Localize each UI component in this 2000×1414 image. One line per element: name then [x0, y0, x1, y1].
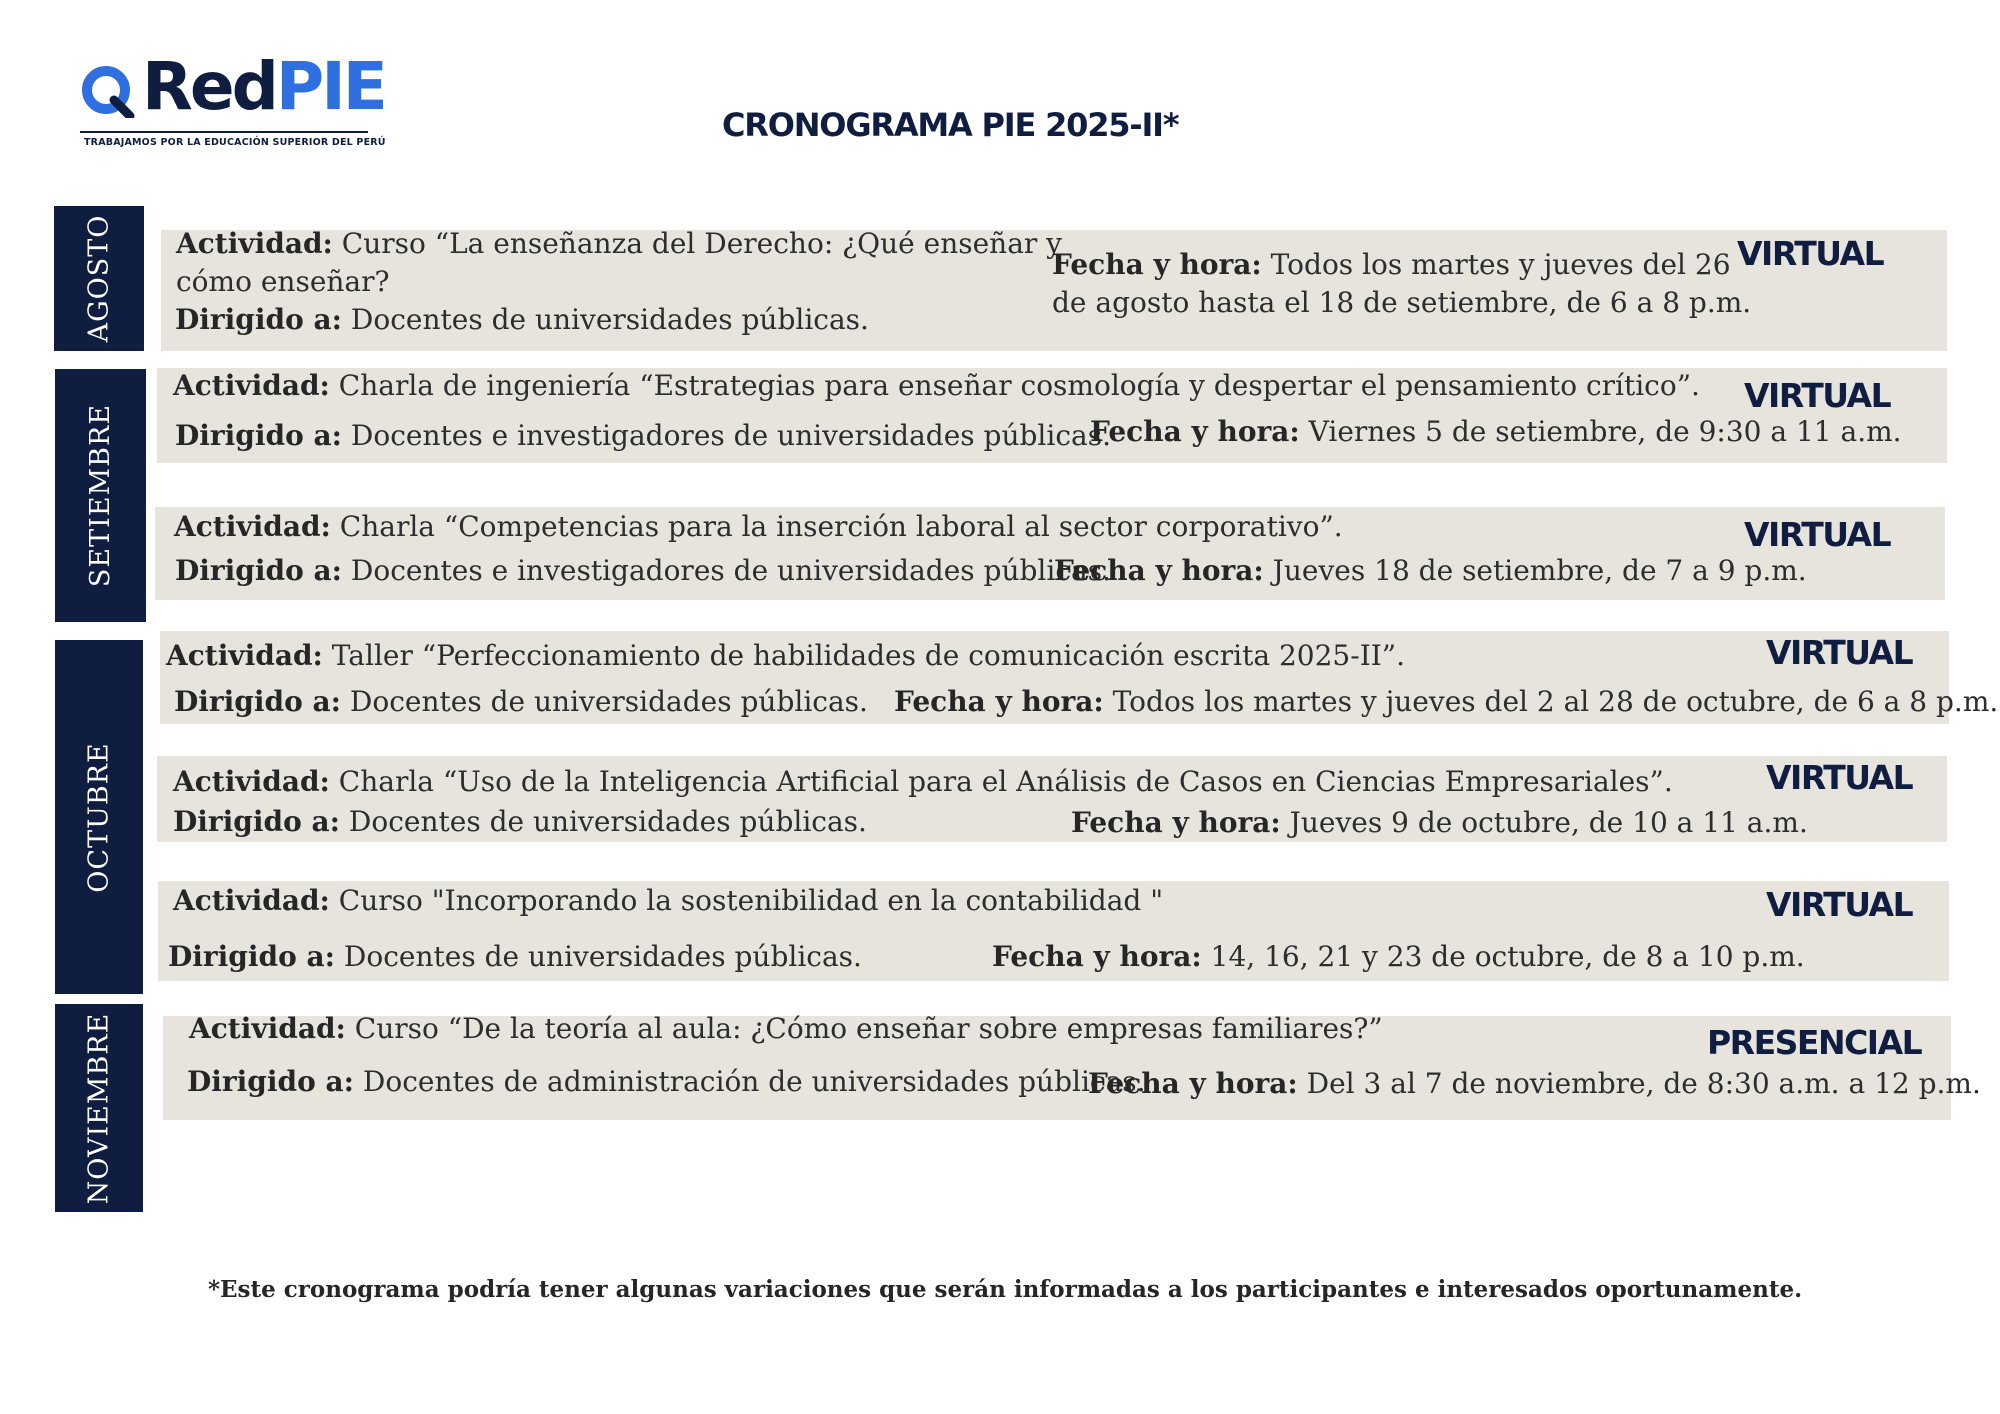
event-card — [157, 756, 1947, 842]
activity-label: Actividad: — [166, 639, 323, 672]
event-card — [155, 507, 1945, 600]
event-activity — [189, 1009, 1383, 1049]
audience-label: Dirigido a: — [175, 303, 343, 336]
event-audience — [174, 682, 868, 722]
event-mode-badge: VIRTUAL — [1766, 758, 1913, 797]
activity-text: Charla “Uso de la Inteligencia Artificial para el Análisis de Casos en Ciencias Empresariales”. — [338, 765, 1673, 798]
event-activity — [174, 507, 1343, 547]
event-audience — [173, 802, 867, 842]
datetime-label: Fecha y hora: — [1071, 806, 1281, 839]
event-activity — [173, 881, 1163, 921]
event-audience — [175, 551, 1111, 591]
event-audience — [175, 300, 869, 340]
event-datetime — [992, 937, 1805, 977]
event-datetime — [1088, 1064, 1981, 1104]
audience-text: Docentes de universidades públicas. — [349, 685, 868, 718]
audience-text: Docentes de administración de universidades públicas. — [362, 1065, 1146, 1098]
event-activity — [176, 224, 1062, 264]
audience-text: Docentes e investigadores de universidades públicas. — [350, 554, 1111, 587]
activity-label: Actividad: — [173, 884, 330, 917]
activity-label: Actividad: — [173, 765, 330, 798]
month-label: OCTUBRE — [83, 741, 115, 893]
activity-text: cómo enseñar? — [176, 265, 390, 298]
audience-text: Docentes e investigadores de universidades públicas. — [350, 419, 1111, 452]
audience-label: Dirigido a: — [174, 685, 342, 718]
event-datetime — [1090, 412, 1902, 452]
footnote: *Este cronograma podría tener algunas variaciones que serán informadas a los participantes e interesados oportunamente. — [208, 1276, 1803, 1303]
datetime-text: Todos los martes y jueves del 26 — [1270, 248, 1731, 281]
event-datetime — [1052, 245, 1731, 285]
event-mode-badge: VIRTUAL — [1737, 234, 1884, 273]
event-mode-badge: VIRTUAL — [1766, 633, 1913, 672]
datetime-text: Del 3 al 7 de noviembre, de 8:30 a.m. a 12 p.m. — [1306, 1067, 1981, 1100]
event-card — [158, 881, 1949, 981]
event-activity — [173, 762, 1673, 802]
datetime-text: Jueves 9 de octubre, de 10 a 11 a.m. — [1289, 806, 1808, 839]
event-activity — [166, 636, 1405, 676]
datetime-label: Fecha y hora: — [894, 685, 1104, 718]
activity-text: Charla “Competencias para la inserción laboral al sector corporativo”. — [339, 510, 1343, 543]
datetime-label: Fecha y hora: — [1052, 248, 1262, 281]
month-setiembre — [55, 369, 146, 622]
month-octubre — [55, 640, 143, 994]
activity-label: Actividad: — [176, 227, 333, 260]
datetime-text: de agosto hasta el 18 de setiembre, de 6 a 8 p.m. — [1052, 286, 1752, 319]
event-mode-badge: VIRTUAL — [1766, 885, 1913, 924]
month-label: NOVIEMBRE — [83, 1012, 115, 1204]
month-noviembre — [55, 1004, 143, 1212]
audience-text: Docentes de universidades públicas. — [343, 940, 862, 973]
event-datetime-cont — [1052, 283, 1751, 323]
month-agosto — [54, 206, 144, 351]
event-card — [161, 227, 1947, 351]
event-mode-badge: VIRTUAL — [1744, 515, 1891, 554]
month-label: AGOSTO — [83, 214, 115, 343]
activity-label: Actividad: — [173, 369, 330, 402]
event-audience — [187, 1062, 1146, 1102]
redpie-logo — [80, 48, 386, 148]
month-label: SETIEMBRE — [85, 403, 116, 588]
activity-text: Curso “La enseñanza del Derecho: ¿Qué enseñar y — [341, 227, 1062, 260]
logo-wordmark — [142, 48, 385, 125]
event-card — [163, 1012, 1981, 1120]
datetime-text: 14, 16, 21 y 23 de octubre, de 8 a 10 p.m. — [1210, 940, 1805, 973]
activity-label: Actividad: — [174, 510, 331, 543]
activity-text: Taller “Perfeccionamiento de habilidades de comunicación escrita 2025-II”. — [331, 639, 1406, 672]
event-datetime — [1071, 803, 1808, 843]
event-activity — [173, 366, 1700, 406]
logo-word-pie: PIE — [275, 48, 385, 125]
activity-text: Curso “De la teoría al aula: ¿Cómo enseñar sobre empresas familiares?” — [354, 1012, 1383, 1045]
datetime-label: Fecha y hora: — [1088, 1067, 1298, 1100]
event-audience — [168, 937, 862, 977]
datetime-label: Fecha y hora: — [1090, 415, 1300, 448]
event-mode-badge: VIRTUAL — [1744, 376, 1891, 415]
datetime-text: Viernes 5 de setiembre, de 9:30 a 11 a.m. — [1308, 415, 1902, 448]
page-title: CRONOGRAMA PIE 2025-II* — [722, 106, 1179, 144]
event-datetime — [894, 682, 1998, 722]
datetime-text: Todos los martes y jueves del 2 al 28 de octubre, de 6 a 8 p.m. — [1112, 685, 1999, 718]
logo-word-red: Red — [142, 48, 276, 125]
activity-text: Charla de ingeniería “Estrategias para enseñar cosmología y despertar el pensamiento crítico”. — [338, 369, 1700, 402]
audience-text: Docentes de universidades públicas. — [348, 805, 867, 838]
audience-label: Dirigido a: — [168, 940, 336, 973]
logo-ring-icon — [80, 62, 136, 118]
event-mode-badge: PRESENCIAL — [1707, 1023, 1922, 1062]
activity-label: Actividad: — [189, 1012, 346, 1045]
event-card — [160, 631, 1999, 724]
audience-label: Dirigido a: — [175, 419, 343, 452]
event-card — [157, 368, 1947, 463]
event-activity-cont — [176, 262, 390, 302]
datetime-label: Fecha y hora: — [992, 940, 1202, 973]
audience-text: Docentes de universidades públicas. — [350, 303, 869, 336]
activity-text: Curso "Incorporando la sostenibilidad en la contabilidad " — [338, 884, 1164, 917]
audience-label: Dirigido a: — [187, 1065, 355, 1098]
logo-divider — [80, 131, 368, 133]
audience-label: Dirigido a: — [173, 805, 341, 838]
audience-label: Dirigido a: — [175, 554, 343, 587]
logo-tagline: TRABAJAMOS POR LA EDUCACIÓN SUPERIOR DEL PERÚ — [84, 137, 386, 148]
event-audience — [175, 416, 1111, 456]
datetime-label: Fecha y hora: — [1054, 554, 1264, 587]
datetime-text: Jueves 18 de setiembre, de 7 a 9 p.m. — [1272, 554, 1807, 587]
event-datetime — [1054, 551, 1807, 591]
